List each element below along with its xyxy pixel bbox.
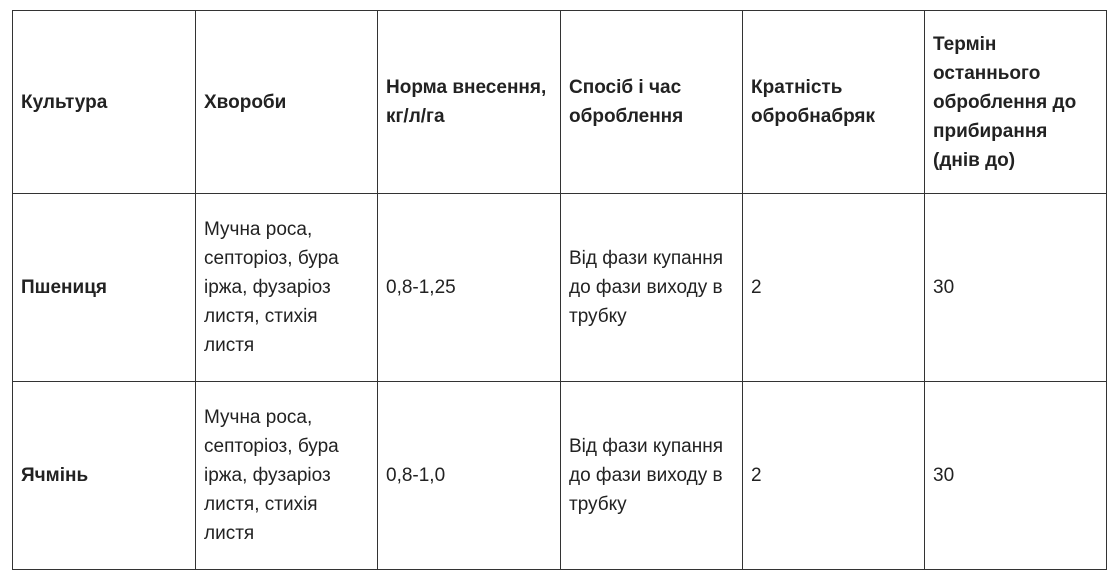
header-row	[13, 11, 1107, 194]
cell-diseases	[196, 194, 378, 382]
crop-name: Ячмінь	[21, 465, 89, 486]
cell-diseases	[196, 382, 378, 570]
cell-term	[925, 194, 1107, 382]
crop-name: Пшениця	[21, 277, 107, 298]
cell-crop	[13, 194, 196, 382]
header-diseases-label: Хвороби	[204, 91, 287, 113]
header-crop	[13, 11, 196, 194]
table-row	[13, 194, 1107, 382]
header-frequency-label: Кратність обробнабряк	[751, 77, 876, 127]
table-row	[13, 382, 1107, 570]
header-frequency	[743, 11, 925, 194]
method-text: Від фази купання до фази виходу в трубку	[569, 248, 724, 327]
diseases-text: Мучна роса, септоріоз, бура іржа, фузаріоз листя, стихія листя	[204, 407, 339, 544]
term-value: 30	[933, 465, 955, 486]
header-crop-label: Культура	[21, 91, 108, 113]
header-term-label: Термін останнього оброблення до прибирання (днів до)	[933, 33, 1077, 171]
header-diseases	[196, 11, 378, 194]
header-rate-label: Норма внесення, кг/л/га	[386, 77, 547, 127]
cell-rate	[378, 194, 561, 382]
header-method-label: Спосіб і час оброблення	[569, 77, 684, 127]
header-rate	[378, 11, 561, 194]
cell-crop	[13, 382, 196, 570]
rate-value: 0,8-1,25	[386, 277, 456, 298]
header-method	[561, 11, 743, 194]
table-body	[13, 194, 1107, 570]
diseases-text: Мучна роса, септоріоз, бура іржа, фузаріоз листя, стихія листя	[204, 219, 339, 356]
frequency-value: 2	[751, 465, 762, 486]
cell-method	[561, 194, 743, 382]
cell-term	[925, 382, 1107, 570]
cell-frequency	[743, 194, 925, 382]
rate-value: 0,8-1,0	[386, 465, 446, 486]
frequency-value: 2	[751, 277, 762, 298]
header-term	[925, 11, 1107, 194]
cell-frequency	[743, 382, 925, 570]
cell-method	[561, 382, 743, 570]
table-header	[13, 11, 1107, 194]
treatment-table	[12, 10, 1107, 570]
method-text: Від фази купання до фази виходу в трубку	[569, 436, 724, 515]
cell-rate	[378, 382, 561, 570]
term-value: 30	[933, 277, 955, 298]
